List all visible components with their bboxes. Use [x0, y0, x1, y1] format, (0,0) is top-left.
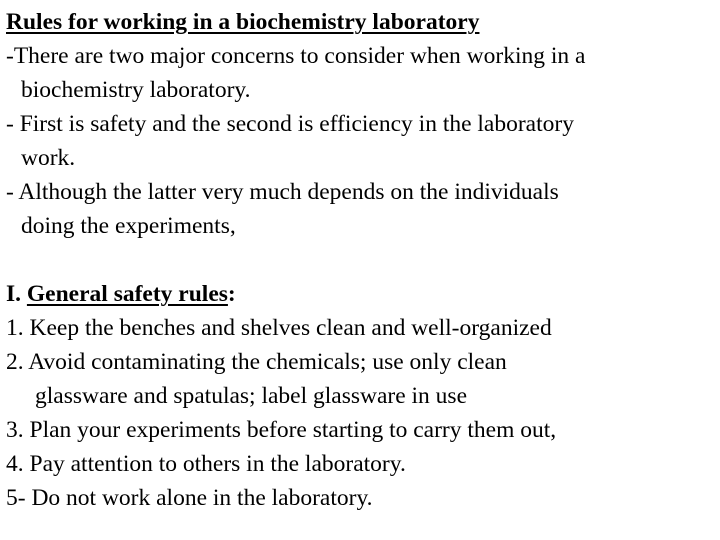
intro-item: [6, 107, 716, 175]
rule-item: 4. Pay attention to others in the laboratory.: [6, 451, 406, 477]
intro-item: [6, 39, 716, 107]
rule-item: 1. Keep the benches and shelves clean and well-organized: [6, 315, 552, 341]
rule-item-continuation: glassware and spatulas; label glassware in use: [35, 383, 468, 409]
rule-item: 5- Do not work alone in the laboratory.: [6, 485, 373, 511]
section-number: I.: [6, 281, 22, 307]
page-title: Rules for working in a biochemistry laboratory: [6, 9, 480, 35]
intro-line-continuation: biochemistry laboratory.: [21, 77, 251, 103]
slide-content: [6, 5, 716, 515]
rule-item-group: [6, 345, 716, 413]
blank-line: [6, 243, 716, 277]
section-colon: :: [227, 281, 236, 307]
intro-line-continuation: doing the experiments,: [21, 213, 236, 239]
section-title: General safety rules: [26, 281, 228, 307]
intro-line-continuation: work.: [21, 145, 76, 171]
intro-line: - First is safety and the second is efficiency in the laboratory: [6, 111, 574, 137]
rule-item: 3. Plan your experiments before starting to carry them out,: [6, 417, 557, 443]
intro-line: - Although the latter very much depends on the individuals: [6, 179, 559, 205]
rule-item: 2. Avoid contaminating the chemicals; use only clean: [6, 349, 507, 375]
intro-item: [6, 175, 716, 243]
intro-line: -There are two major concerns to consider when working in a: [6, 43, 586, 69]
section-heading: [6, 277, 716, 311]
